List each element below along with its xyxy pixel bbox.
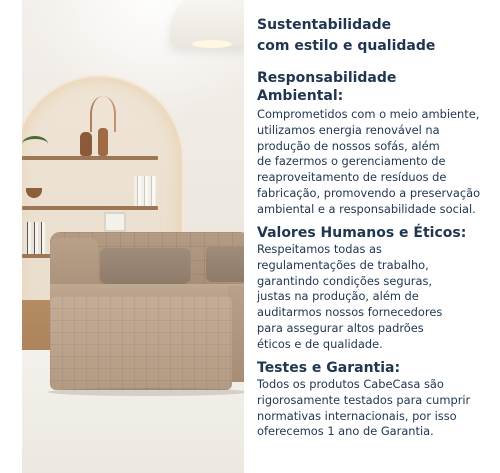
body-line: ambiental e a responsabilidade social. <box>257 201 476 216</box>
body-line: normativas internacionais, por isso <box>257 408 457 423</box>
body-line: justas na produção, além de <box>257 289 419 304</box>
body-line: de fazermos o gerenciamento de <box>257 154 446 169</box>
sofa-living-room-photo <box>22 0 244 473</box>
shelf <box>22 156 158 160</box>
books <box>24 222 46 254</box>
picture-frame <box>104 212 126 232</box>
sofa-chaise <box>50 296 232 390</box>
body-line: garantindo condições seguras, <box>257 273 433 288</box>
section-body-testing <box>257 377 497 440</box>
body-line: utilizamos energia renovável na <box>257 122 440 137</box>
plant <box>22 136 48 152</box>
cushion <box>206 246 244 282</box>
shelf <box>22 254 52 258</box>
books <box>134 176 156 206</box>
body-line: oferecemos 1 ano de Garantia. <box>257 424 434 439</box>
body-line: Todos os produtos CabeCasa são <box>257 377 444 391</box>
page-title <box>257 15 497 57</box>
body-line: fabricação, promovendo a preservação <box>257 185 481 200</box>
section-heading-ethics <box>257 224 497 242</box>
info-panel <box>257 0 500 473</box>
body-line: para assegurar altos padrões <box>257 320 424 335</box>
heading-line: Ambiental: <box>257 88 344 104</box>
title-line: Sustentabilidade <box>257 17 392 33</box>
body-line: reaproveitamento de resíduos de <box>257 170 447 185</box>
section-heading-testing <box>257 359 497 377</box>
section-heading-environmental <box>257 69 497 105</box>
shelf <box>22 206 158 210</box>
cushion <box>100 248 190 284</box>
section-body-ethics <box>257 242 497 353</box>
heading-line: Responsabilidade <box>257 70 397 86</box>
body-line: Respeitamos todas as <box>257 242 382 256</box>
body-line: regulamentações de trabalho, <box>257 257 429 272</box>
section-body-environmental <box>257 107 497 218</box>
body-line: éticos e de qualidade. <box>257 336 383 351</box>
body-line: Comprometidos com o meio ambiente, <box>257 107 480 121</box>
heading-line: Valores Humanos e Éticos: <box>257 225 467 241</box>
body-line: produção de nossos sofás, além <box>257 138 440 153</box>
heading-line: Testes e Garantia: <box>257 360 401 376</box>
dried-flowers <box>90 96 116 132</box>
lamp-glow <box>192 40 232 48</box>
title-line: com estilo e qualidade <box>257 38 436 54</box>
body-line: auditarmos nossos fornecedores <box>257 305 443 320</box>
vase <box>80 132 92 156</box>
sofa-shadow <box>48 388 244 396</box>
vase <box>98 128 108 156</box>
body-line: rigorosamente testados para cumprir <box>257 392 471 407</box>
